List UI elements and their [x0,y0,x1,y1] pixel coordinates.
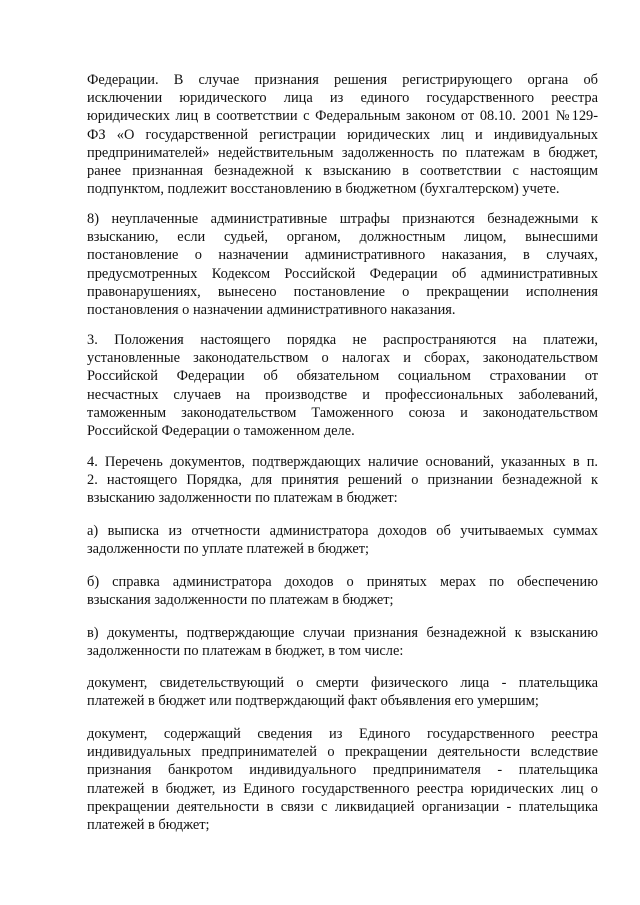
text-line: исключении юридического лица из единого государственного реестра [87,90,598,107]
paragraph-registry-document [87,725,598,834]
text-line: Федерации. В случае признания решения регистрирующего органа об [87,72,598,88]
text-line: 3. Положения настоящего порядка не распространяются на платежи, [87,332,598,348]
paragraph-item-8 [87,210,598,319]
text-line: документ, свидетельствующий о смерти физического лица - плательщика [87,675,598,691]
text-line: правонарушениях, вынесено постановление о прекращении исполнения [87,283,598,300]
text-line: взыскания задолженности по платежам в бюджет; [87,592,394,609]
text-line: индивидуальных предпринимателей о прекращении деятельности вследствие [87,744,598,761]
text-line: юридических лиц в соответствии с Федеральным законом от 08.10. 2001 №129- [87,108,598,125]
paragraph-item-a [87,522,598,558]
text-line: прекращении деятельности в связи с ликвидацией организации - плательщика [87,798,598,815]
text-line: подпунктом, подлежит восстановлению в бюджетном (бухгалтерском) учете. [87,181,560,198]
text-line: предпринимателей» недействительным задолженность по платежам в бюджет, [87,144,598,161]
paragraph-section-3 [87,331,598,440]
text-line: в) документы, подтверждающие случаи признания безнадежной к взысканию [87,625,598,641]
text-line: взысканию задолженности по платежам в бюджет: [87,490,398,507]
text-line: предусмотренных Кодексом Российской Федерации об административных [87,265,598,282]
text-line: ранее признанная безнадежной к взысканию в соответствии с настоящим [87,162,598,179]
paragraph-section-4 [87,453,598,508]
text-line: задолженности по уплате платежей в бюджет; [87,541,370,558]
paragraph-item-v [87,624,598,660]
text-line: несчастных случаев на производстве и профессиональных заболеваний, [87,386,598,403]
paragraph-death-document [87,674,598,710]
text-line: б) справка администратора доходов о принятых мерах по обеспечению [87,574,598,590]
text-line: взысканию, если судьей, органом, должностным лицом, вынесшими [87,229,598,246]
text-line: задолженности по платежам в бюджет, в том числе: [87,643,404,660]
text-line: документ, содержащий сведения из Единого государственного реестра [87,726,598,742]
text-line: 2. настоящего Порядка, для принятия решений о признании безнадежной к [87,472,598,489]
paragraph-item-b [87,573,598,609]
text-line: Российской Федерации о таможенном деле. [87,422,355,439]
paragraph-continuation [87,71,598,198]
text-line: 8) неуплаченные административные штрафы признаются безнадежными к [87,211,598,227]
text-line: платежей в бюджет или подтверждающий факт объявления его умершим; [87,693,539,710]
text-line: платежей в бюджет; [87,816,210,833]
text-line: установленные законодательством о налогах и сборах, законодательством [87,350,598,367]
text-line: ФЗ «О государственной регистрации юридических лиц и индивидуальных [87,126,598,143]
text-line: Российской Федерации об обязательном социальном страховании от [87,368,598,385]
text-line: платежей в бюджет, из Единого государственного реестра юридических лиц о [87,780,598,797]
text-line: признания банкротом индивидуального предпринимателя - плательщика [87,762,598,779]
text-line: постановления о назначении административного наказания. [87,301,456,318]
text-line: а) выписка из отчетности администратора доходов об учитываемых суммах [87,523,598,539]
text-line: таможенным законодательством Таможенного союза и законодательством [87,404,598,421]
text-line: постановление о назначении административного наказания, в случаях, [87,247,598,264]
text-line: 4. Перечень документов, подтверждающих наличие оснований, указанных в п. [87,454,598,470]
